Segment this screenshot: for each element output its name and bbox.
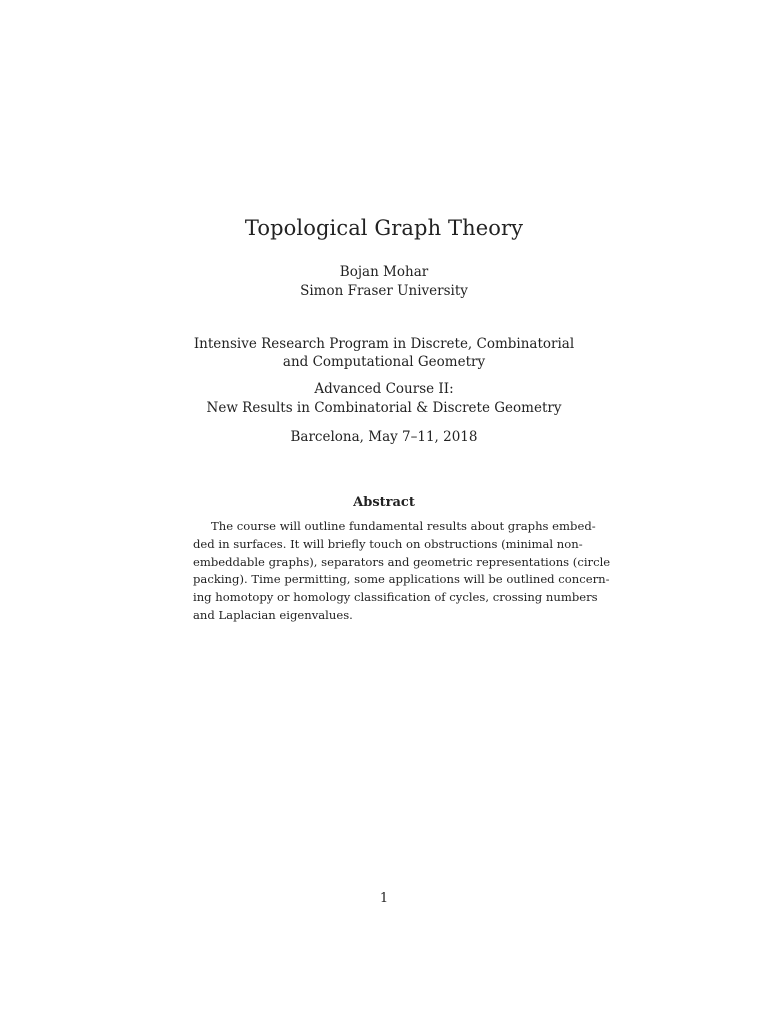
author-name: Bojan Mohar (339, 264, 429, 280)
abstract-body (193, 518, 611, 625)
paper-title: Topological Graph Theory (244, 216, 524, 240)
abstract-line: embeddable graphs), separators and geometric representations (circle (193, 554, 611, 569)
abstract-line: and Laplacian eigenvalues. (193, 607, 353, 622)
abstract-line: The course will outline fundamental results about graphs embed- (211, 519, 596, 533)
program-line-1: Intensive Research Program in Discrete, Combinatorial (193, 336, 575, 352)
abstract-heading: Abstract (353, 495, 415, 510)
course-line-2: New Results in Combinatorial & Discrete Geometry (206, 400, 562, 416)
course-line-1: Advanced Course II: (314, 381, 454, 397)
location-date: Barcelona, May 7–11, 2018 (290, 429, 478, 445)
program-line-2: and Computational Geometry (282, 354, 486, 370)
abstract-line: ded in surfaces. It will briefly touch on obstructions (minimal non- (193, 536, 583, 551)
abstract-line: ing homotopy or homology classification of cycles, crossing numbers (193, 590, 598, 605)
author-affiliation: Simon Fraser University (300, 283, 468, 299)
page-number: 1 (379, 891, 389, 906)
abstract-line: packing). Time permitting, some applications will be outlined concern- (193, 572, 610, 587)
